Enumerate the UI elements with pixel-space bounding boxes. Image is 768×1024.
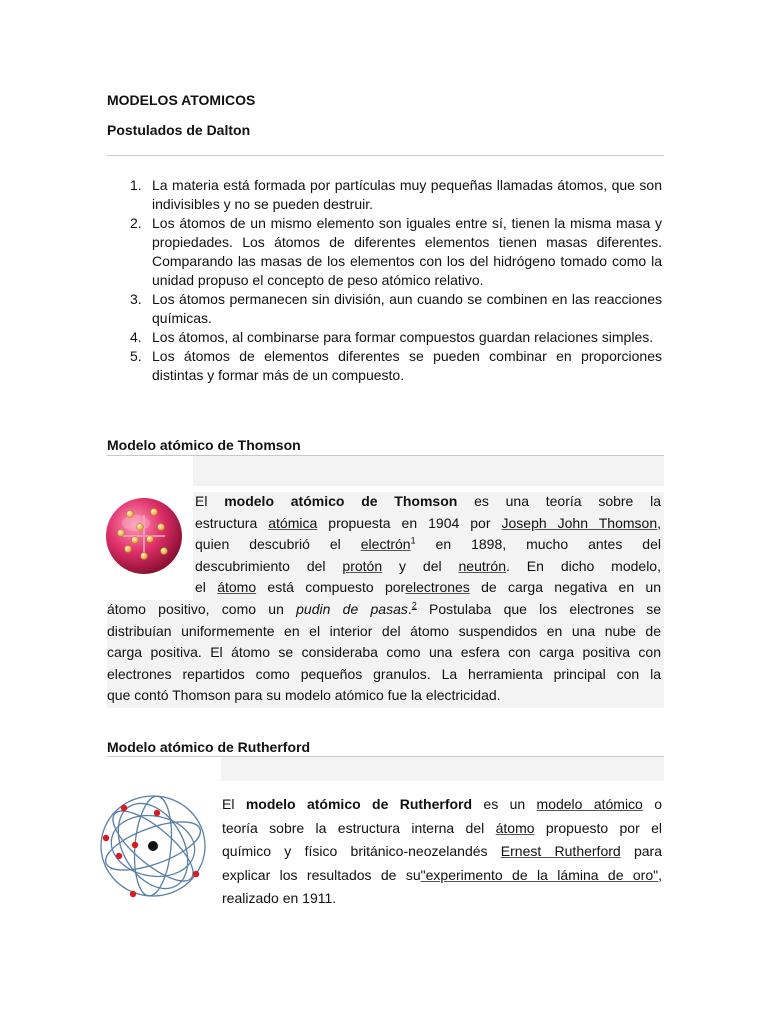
- link-modelo-atomico[interactable]: modelo atómico: [536, 796, 643, 812]
- text-line: El modelo atómico de Thomson es una teoría sobre la: [195, 493, 661, 509]
- list-number: 5.: [130, 348, 142, 364]
- list-item-text: La materia está formada por partículas muy pequeñas llamadas átomos, que son indivisibles y no se pueden destruir.: [152, 177, 662, 212]
- text-line: estructura atómica propuesta en 1904 por Joseph John Thomson,: [195, 514, 661, 531]
- electron: [141, 553, 148, 560]
- dalton-heading: Postulados de Dalton: [107, 122, 251, 138]
- list-item: [130, 290, 662, 328]
- electron: [147, 536, 154, 543]
- link-atomo[interactable]: átomo: [495, 819, 535, 836]
- electron: [118, 530, 125, 537]
- electron: [137, 524, 144, 531]
- list-number: 3.: [130, 291, 142, 307]
- list-number: 4.: [130, 329, 142, 345]
- dalton-postulates-list: [130, 176, 662, 385]
- list-item: [130, 328, 662, 347]
- text-line: carga positiva. El átomo se consideraba como una esfera con carga positiva con: [107, 644, 661, 660]
- electron: [121, 805, 127, 811]
- text-line: El modelo atómico de Rutherford es un modelo atómico o: [222, 796, 662, 812]
- text-line: átomo positivo, como un pudin de pasas.$^2$ Postulaba que los electrones se: [107, 600, 661, 617]
- text-line: descubrimiento del protón y del neutrón. En dicho modelo,: [195, 557, 661, 574]
- footnote-ref[interactable]: 1: [410, 535, 416, 546]
- divider: [107, 155, 664, 156]
- list-item: [130, 214, 662, 290]
- text-line: que contó Thomson para su modelo atómico fue la electricidad.: [107, 687, 501, 703]
- rutherford-paragraph: [222, 794, 662, 912]
- thomson-paragraph-bottom: [107, 599, 661, 707]
- thomson-heading: Modelo atómico de Thomson: [107, 437, 301, 453]
- electron: [116, 853, 122, 859]
- italic-term: pudin de pasas: [296, 601, 408, 617]
- text-line: distribuían uniformemente en el interior del átomo suspendidos en una nube de: [107, 622, 661, 639]
- link-atomica[interactable]: atómica: [268, 514, 318, 531]
- link-experimento-lamina-oro[interactable]: "experimento de la lámina de oro": [420, 866, 659, 883]
- thomson-paragraph-top: [195, 491, 661, 599]
- link-proton[interactable]: protón: [342, 557, 383, 574]
- link-joseph-john-thomson[interactable]: Joseph John Thomson: [501, 514, 658, 531]
- nucleus: [148, 841, 158, 851]
- list-item-text: Los átomos de elementos diferentes se pueden combinar en proporciones distintas y formar más de un compuesto.: [152, 348, 662, 383]
- electron: [125, 546, 132, 553]
- text-line: realizado en 1911.: [222, 890, 337, 906]
- electron: [161, 548, 168, 555]
- link-ernest-rutherford[interactable]: Ernest Rutherford: [500, 843, 621, 859]
- link-electrones[interactable]: electrones: [405, 579, 470, 595]
- electron: [132, 842, 138, 848]
- text-line: explicar los resultados de su"experimento de la lámina de oro",: [222, 866, 662, 883]
- electron: [130, 891, 136, 897]
- document-title: MODELOS ATOMICOS: [107, 92, 256, 108]
- electron: [158, 524, 165, 531]
- list-item: [130, 347, 662, 385]
- thomson-atom-image: [104, 493, 184, 577]
- rutherford-heading: Modelo atómico de Rutherford: [107, 739, 310, 755]
- electron: [154, 810, 160, 816]
- shaded-band: [221, 757, 664, 781]
- list-item-text: Los átomos de un mismo elemento son iguales entre sí, tienen la misma masa y propiedades. Los átomos de diferentes elementos tienen masas diferentes. Comparando las masas de los elementos con los del hidrógeno tomado como la unidad propuso el concepto de peso atómico relativo.: [152, 215, 662, 288]
- footnote-ref[interactable]: 2: [411, 600, 417, 611]
- list-item-text: Los átomos permanecen sin división, aun cuando se combinen en las reacciones químicas.: [152, 291, 662, 326]
- text-line: quien descubrió el electrón$^1$ en 1898, mucho antes del: [195, 535, 661, 552]
- text-line: electrones repartidos como pequeños granulos. La herramienta principal con la: [107, 665, 661, 682]
- text-line: teoría sobre la estructura interna del átomo propuesto por el: [222, 819, 662, 836]
- link-neutron[interactable]: neutrón: [458, 557, 506, 574]
- list-item: [130, 176, 662, 214]
- bold-term: modelo atómico de Thomson: [224, 493, 458, 509]
- list-item-text: Los átomos, al combinarse para formar compuestos guardan relaciones simples.: [152, 329, 654, 345]
- electron: [193, 871, 199, 877]
- text-line: el átomo está compuesto porelectrones de carga negativa en un: [195, 579, 661, 595]
- rutherford-atom-image: [99, 790, 207, 902]
- electron: [103, 835, 109, 841]
- text-line: químico y físico británico-neozelandés Ernest Rutherford para: [222, 843, 662, 859]
- list-number: 1.: [130, 177, 142, 193]
- shaded-band: [193, 456, 664, 486]
- bold-term: modelo atómico de Rutherford: [245, 796, 473, 812]
- link-atomo[interactable]: átomo: [217, 579, 257, 595]
- link-electron[interactable]: electrón: [360, 536, 411, 552]
- electron: [127, 511, 134, 518]
- list-number: 2.: [130, 215, 142, 231]
- electron: [151, 509, 158, 516]
- electron: [132, 537, 139, 544]
